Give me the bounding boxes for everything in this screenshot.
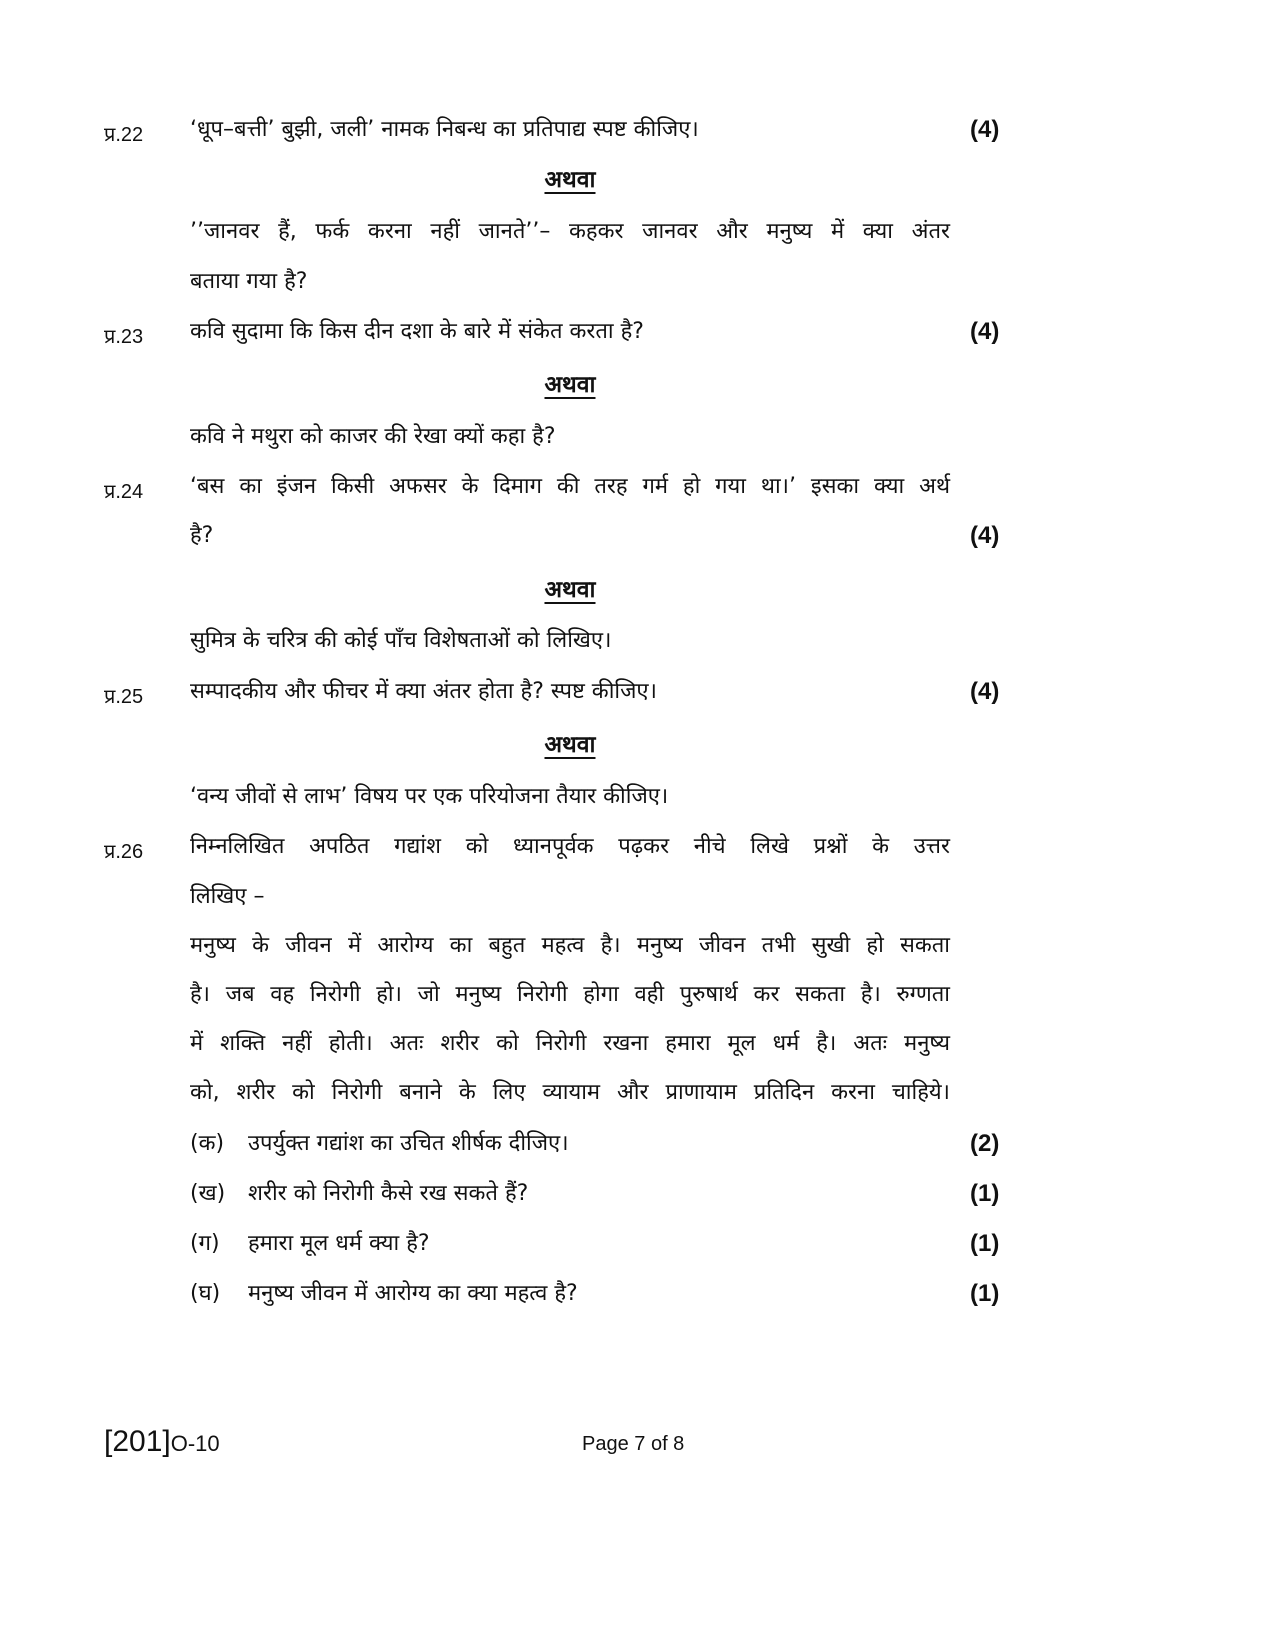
subquestion-row xyxy=(0,1276,1275,1316)
or-heading: अथवा xyxy=(544,167,596,193)
page-number: Page 7 of 8 xyxy=(582,1433,685,1455)
question-number: प्र.23 xyxy=(104,326,144,348)
paper-code-suffix: O-10 xyxy=(170,1431,220,1456)
question-text: ‘वन्य जीवों से लाभ’ विषय पर एक परियोजना तैयार कीजिए। xyxy=(190,784,669,809)
question-25-row xyxy=(0,674,1275,714)
marks-label: (2) xyxy=(970,1130,1000,1157)
question-25-alt-line-1 xyxy=(0,779,1275,819)
question-26-row xyxy=(0,829,1275,869)
marks-label: (1) xyxy=(970,1230,1000,1257)
question-text: सुमित्र के चरित्र की कोई पाँच विशेषताओं को लिखिए। xyxy=(190,628,612,653)
passage-line xyxy=(0,928,1275,968)
subquestion-label: (ख) xyxy=(190,1181,226,1206)
paper-code-main: [201] xyxy=(104,1425,171,1458)
subquestion-label: (घ) xyxy=(190,1281,221,1306)
subquestion-row xyxy=(0,1126,1275,1166)
subquestion-text: शरीर को निरोगी कैसे रख सकते हैं? xyxy=(248,1181,529,1206)
paper-code xyxy=(104,1425,220,1459)
question-24-row xyxy=(0,469,1275,509)
subquestion-row xyxy=(0,1226,1275,1266)
passage-text: में शक्ति नहीं होती। अतः शरीर को निरोगी रखना हमारा मूल धर्म है। अतः मनुष्य xyxy=(190,1031,950,1056)
marks-label: (4) xyxy=(970,116,1000,143)
question-number: प्र.26 xyxy=(104,841,144,863)
or-heading: अथवा xyxy=(544,577,596,603)
marks-label: (4) xyxy=(970,678,1000,705)
question-number: प्र.24 xyxy=(104,481,144,503)
question-text: सम्पादकीय और फीचर में क्या अंतर होता है? स्पष्ट कीजिए। xyxy=(190,679,657,704)
question-23-row xyxy=(0,314,1275,354)
passage-text: को, शरीर को निरोगी बनाने के लिए व्यायाम और प्राणायाम प्रतिदिन करना चाहिये। xyxy=(190,1080,950,1105)
subquestion-text: मनुष्य जीवन में आरोग्य का क्या महत्व है? xyxy=(248,1281,578,1306)
marks-label: (1) xyxy=(970,1180,1000,1207)
question-22-row xyxy=(0,112,1275,152)
question-24-line-2 xyxy=(0,518,1275,558)
question-number: प्र.25 xyxy=(104,686,144,708)
passage-text: है। जब वह निरोगी हो। जो मनुष्य निरोगी होगा वही पुरुषार्थ कर सकता है। रुग्णता xyxy=(190,982,950,1007)
question-text: ‘धूप–बत्ती’ बुझी, जली’ नामक निबन्ध का प्रतिपाद्य स्पष्ट कीजिए। xyxy=(190,117,699,142)
passage-text: मनुष्य के जीवन में आरोग्य का बहुत महत्व है। मनुष्य जीवन तभी सुखी हो सकता xyxy=(190,933,950,958)
subquestion-label: (क) xyxy=(190,1131,225,1156)
marks-label: (4) xyxy=(970,318,1000,345)
or-heading: अथवा xyxy=(544,372,596,398)
subquestion-label: (ग) xyxy=(190,1231,220,1256)
subquestion-text: उपर्युक्त गद्यांश का उचित शीर्षक दीजिए। xyxy=(248,1131,569,1156)
question-text: ’’जानवर हैं, फर्क करना नहीं जानते’’– कहकर जानवर और मनुष्य में क्या अंतर xyxy=(190,219,950,244)
question-22-alt-line-1 xyxy=(0,214,1275,254)
question-text: बताया गया है? xyxy=(190,269,308,294)
question-22-alt-line-2 xyxy=(0,264,1275,304)
question-text: ‘बस का इंजन किसी अफसर के दिमाग की तरह गर्म हो गया था।’ इसका क्या अर्थ xyxy=(190,474,950,499)
question-text: कवि सुदामा कि किस दीन दशा के बारे में संकेत करता है? xyxy=(190,319,644,344)
question-number: प्र.22 xyxy=(104,124,144,146)
passage-line xyxy=(0,1026,1275,1066)
question-26-line-2 xyxy=(0,879,1275,919)
marks-label: (4) xyxy=(970,522,1000,549)
question-text: निम्नलिखित अपठित गद्यांश को ध्यानपूर्वक पढ़कर नीचे लिखे प्रश्नों के उत्तर xyxy=(190,834,950,859)
passage-line xyxy=(0,977,1275,1017)
passage-line xyxy=(0,1075,1275,1115)
marks-label: (1) xyxy=(970,1280,1000,1307)
subquestion-row xyxy=(0,1176,1275,1216)
question-24-alt-line-1 xyxy=(0,623,1275,663)
or-heading: अथवा xyxy=(544,732,596,758)
question-23-alt-line-1 xyxy=(0,419,1275,459)
question-text: लिखिए – xyxy=(190,884,265,909)
question-text: है? xyxy=(190,523,214,548)
question-text: कवि ने मथुरा को काजर की रेखा क्यों कहा है? xyxy=(190,424,556,449)
subquestion-text: हमारा मूल धर्म क्या है? xyxy=(248,1231,430,1256)
